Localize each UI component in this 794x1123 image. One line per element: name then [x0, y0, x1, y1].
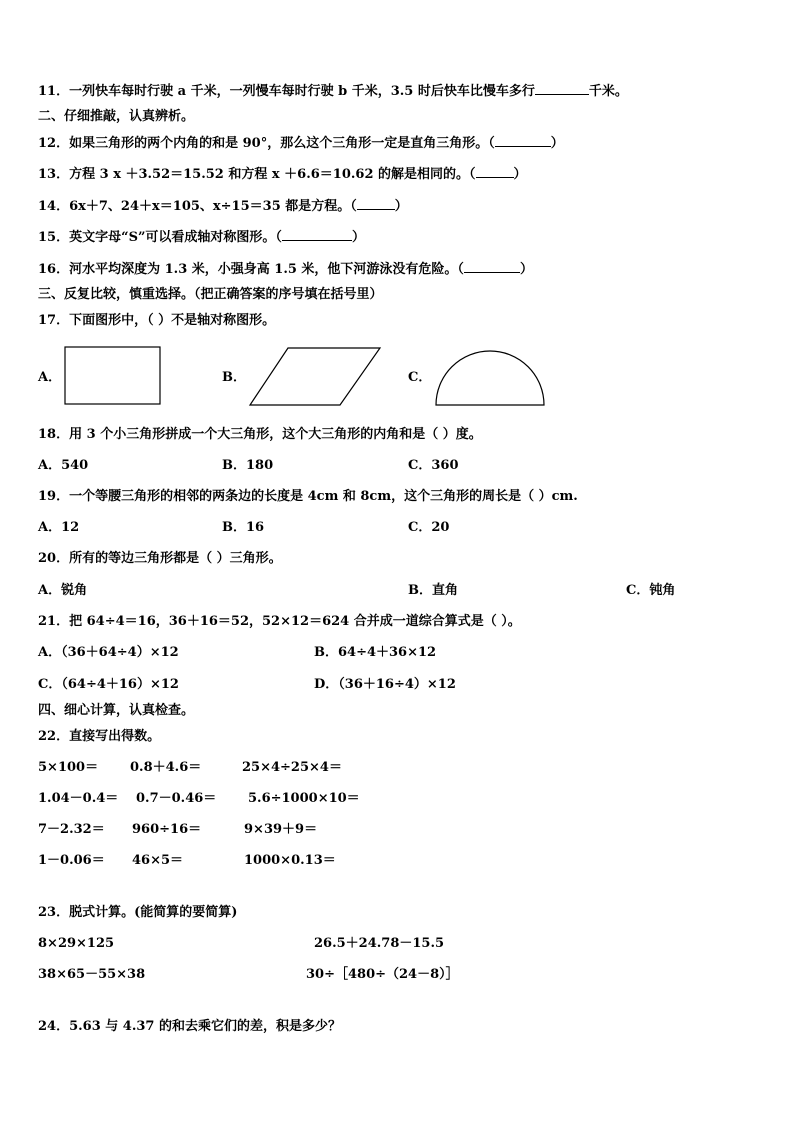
question-13 — [38, 165, 527, 184]
option-c-label[interactable]: C． — [408, 370, 432, 385]
answer-blank[interactable] — [476, 165, 514, 178]
question-13-end: ） — [513, 167, 527, 182]
question-24-text: 24．5.63 与 4.37 的和去乘它们的差，积是多少？ — [38, 1019, 341, 1034]
option-b[interactable]: B．直角 — [408, 583, 458, 598]
question-20-text: 20．所有的等边三角形都是（ ）三角形。 — [38, 551, 282, 566]
expression-item: 30÷［480÷（24－8）］ — [306, 967, 459, 982]
section-3-heading: 三、反复比较，慎重选择。（把正确答案的序号填在括号里） — [38, 287, 383, 302]
question-11-text: 11．一列快车每时行驶 a 千米，一列慢车每时行驶 b 千米，3.5 时后快车比慢车多行 — [38, 84, 535, 99]
question-15-text: 15．英文字母“S”可以看成轴对称图形。（ — [38, 230, 282, 245]
question-12 — [38, 134, 564, 153]
option-a[interactable]: A．锐角 — [38, 583, 88, 598]
calc-item: 5×100＝ — [38, 760, 99, 775]
question-12-end: ） — [550, 136, 564, 151]
option-c[interactable]: C．20 — [408, 520, 450, 535]
calc-item: 0.8＋4.6＝ — [130, 760, 202, 775]
option-a[interactable]: A．12 — [38, 520, 80, 535]
question-16-text: 16．河水平均深度为 1.3 米，小强身高 1.5 米，他下河游泳没有危险。（ — [38, 262, 464, 277]
question-11-unit: 千米。 — [588, 84, 628, 99]
question-15-end: ） — [351, 230, 365, 245]
calc-item: 25×4÷25×4＝ — [242, 760, 342, 775]
calc-item: 9×39＋9＝ — [244, 822, 318, 837]
calc-item: 7－2.32＝ — [38, 822, 105, 837]
answer-blank[interactable] — [464, 260, 520, 273]
question-22-text: 22．直接写出得数。 — [38, 729, 161, 744]
question-16 — [38, 260, 533, 279]
question-12-text: 12．如果三角形的两个内角的和是 90°，那么这个三角形一定是直角三角形。（ — [38, 136, 495, 151]
expression-item: 38×65－55×38 — [38, 967, 146, 982]
calc-item: 46×5＝ — [132, 853, 184, 868]
expression-item: 8×29×125 — [38, 936, 115, 951]
section-4-heading: 四、细心计算，认真检查。 — [38, 703, 195, 718]
answer-blank[interactable] — [495, 134, 551, 147]
question-18-text: 18．用 3 个小三角形拼成一个大三角形，这个大三角形的内角和是（ ）度。 — [38, 427, 482, 442]
option-a[interactable]: A．540 — [38, 458, 89, 473]
option-d[interactable]: D．（36＋16÷4）×12 — [314, 677, 456, 692]
option-b[interactable]: B．180 — [222, 458, 274, 473]
question-13-text: 13．方程 3 x ＋3.52＝15.52 和方程 x ＋6.6＝10.62 的解是相同的。（ — [38, 167, 476, 182]
calc-item: 5.6÷1000×10＝ — [248, 791, 360, 806]
question-19-text: 19．一个等腰三角形的相邻的两条边的长度是 4cm 和 8cm，这个三角形的周长是（ ）cm. — [38, 489, 578, 504]
option-c[interactable]: C．（64÷4＋16）×12 — [38, 677, 179, 692]
calc-item: 1.04－0.4＝ — [38, 791, 119, 806]
question-16-end: ） — [519, 262, 533, 277]
question-21-text: 21．把 64÷4＝16，36＋16＝52，52×12＝624 合并成一道综合算式是（ ）。 — [38, 614, 521, 629]
question-17-text: 17．下面图形中，（ ）不是轴对称图形。 — [38, 313, 276, 328]
section-2-heading: 二、仔细推敲，认真辨析。 — [38, 109, 195, 124]
question-14 — [38, 197, 408, 216]
answer-blank[interactable] — [357, 197, 395, 210]
question-23-text: 23．脱式计算。(能简算的要简算) — [38, 905, 238, 920]
rectangle-shape — [64, 346, 162, 406]
option-a[interactable]: A．（36＋64÷4）×12 — [38, 645, 179, 660]
answer-blank[interactable] — [535, 82, 589, 95]
calc-item: 0.7－0.46＝ — [136, 791, 217, 806]
expression-item: 26.5＋24.78－15.5 — [314, 936, 445, 951]
answer-blank[interactable] — [282, 228, 352, 241]
calc-item: 1000×0.13＝ — [244, 853, 336, 868]
question-14-text: 14．6x＋7、24＋x＝105、x÷15＝35 都是方程。（ — [38, 199, 357, 214]
question-11 — [38, 82, 628, 101]
option-b[interactable]: B．16 — [222, 520, 265, 535]
parallelogram-shape — [248, 346, 382, 408]
semicircle-shape — [434, 348, 546, 408]
option-c[interactable]: C．360 — [408, 458, 459, 473]
option-c[interactable]: C．钝角 — [626, 583, 676, 598]
option-b[interactable]: B．64÷4＋36×12 — [314, 645, 437, 660]
option-a-label[interactable]: A． — [38, 370, 62, 385]
question-15 — [38, 228, 365, 247]
calc-item: 1－0.06＝ — [38, 853, 105, 868]
calc-item: 960÷16＝ — [132, 822, 202, 837]
question-14-end: ） — [394, 199, 408, 214]
option-b-label[interactable]: B． — [222, 370, 246, 385]
